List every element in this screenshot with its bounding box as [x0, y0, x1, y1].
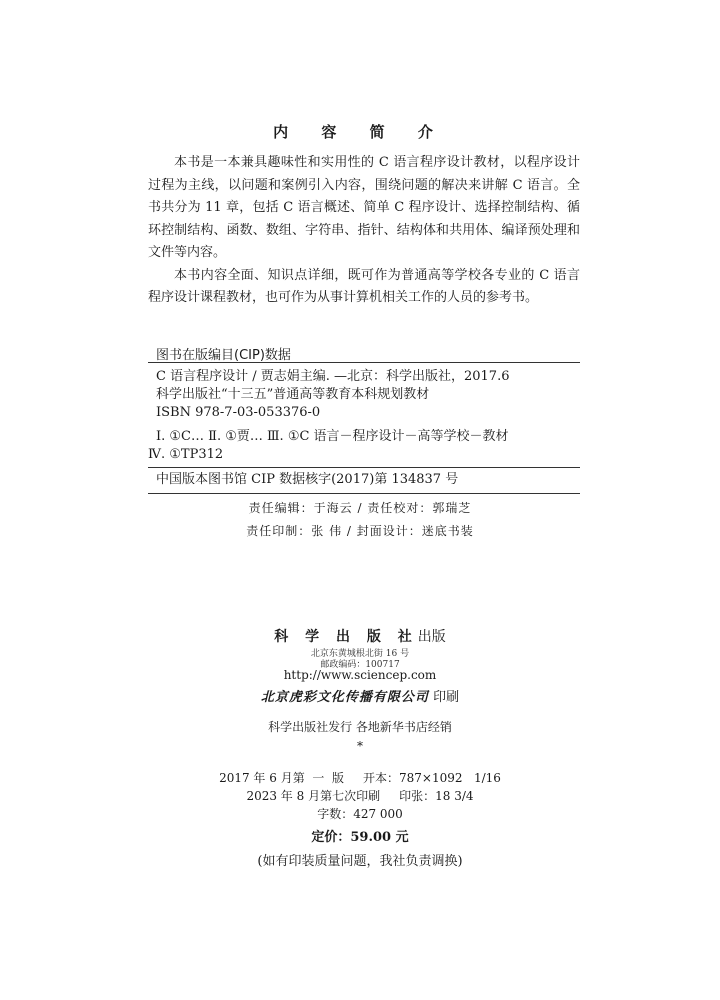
publisher-suffix: 出版: [417, 629, 446, 645]
cip-library-number: 中国版本图书馆 CIP 数据核字(2017)第 134837 号: [156, 472, 459, 487]
cip-top-rule: [148, 362, 580, 363]
publisher-address: 北京东黄城根北街 16 号: [310, 649, 410, 659]
cip-bibliographic-block: [148, 368, 580, 422]
cip-line-3: ISBN 978-7-03-053376-0: [156, 405, 321, 420]
quality-notice: (如有印装质量问题，我社负责调换): [257, 854, 463, 869]
cip-classification-block: [148, 428, 580, 464]
credits-editor: 责任编辑：于海云 / 责任校对：郭瑞芝: [248, 501, 472, 515]
intro-paragraph-1: 本书是一本兼具趣味性和实用性的 C 语言程序设计教材，以程序设计过程为主线，以问题和案例引入内容，围绕问题的解决来讲解 C 语言。全书共分为 11 章，包括 C 语言概述、简单 C 程序设计、选择控制结构、循环控制结构、函数、数组、字符串、指针、结构体和共用体、编译预处理和文件等内容。: [148, 155, 580, 260]
page-title: 内 容 简 介: [273, 123, 447, 141]
price: 定价：59.00 元: [311, 830, 409, 845]
credits-production: 责任印制：张 伟 / 封面设计：迷底书装: [246, 524, 474, 538]
cip-bottom-rule: [148, 493, 580, 494]
cip-heading: 图书在版编目(CIP)数据: [156, 348, 291, 363]
cip-line-1: C 语言程序设计 / 贾志娟主编. —北京：科学出版社，2017.6: [156, 369, 510, 384]
imprint-line-1: 2017 年 6 月第 一 版 开本：787×1092 1/16: [219, 771, 501, 785]
cip-line-2: 科学出版社“十三五”普通高等教育本科规划教材: [156, 387, 430, 402]
printer-suffix: 印刷: [433, 690, 460, 705]
printer-name: 北京虎彩文化传播有限公司: [260, 690, 429, 705]
publisher-url: http://www.sciencep.com: [283, 668, 437, 682]
distribution-line: 科学出版社发行 各地新华书店经销: [268, 720, 452, 734]
intro-paragraph-2: 本书内容全面、知识点详细，既可作为普通高等学校各专业的 C 语言程序设计课程教材，也可作为从事计算机相关工作的人员的参考书。: [148, 267, 580, 305]
publisher-name: 科 学 出 版 社: [274, 629, 418, 645]
separator-star: *: [357, 739, 363, 753]
publisher-line: [0, 626, 720, 646]
publisher-postcode: 邮政编码：100717: [320, 660, 400, 670]
cip-class-line-2: Ⅳ. ①TP312: [148, 447, 224, 462]
imprint-line-2: 2023 年 8 月第七次印刷 印张：18 3/4: [246, 789, 474, 803]
cip-class-line-1: Ⅰ. ①C… Ⅱ. ①贾… Ⅲ. ①C 语言－程序设计－高等学校－教材: [156, 429, 509, 444]
book-introduction: [148, 152, 580, 310]
imprint-line-3: 字数：427 000: [317, 807, 403, 821]
printer-line: [0, 686, 720, 705]
cip-middle-rule: [148, 467, 580, 468]
